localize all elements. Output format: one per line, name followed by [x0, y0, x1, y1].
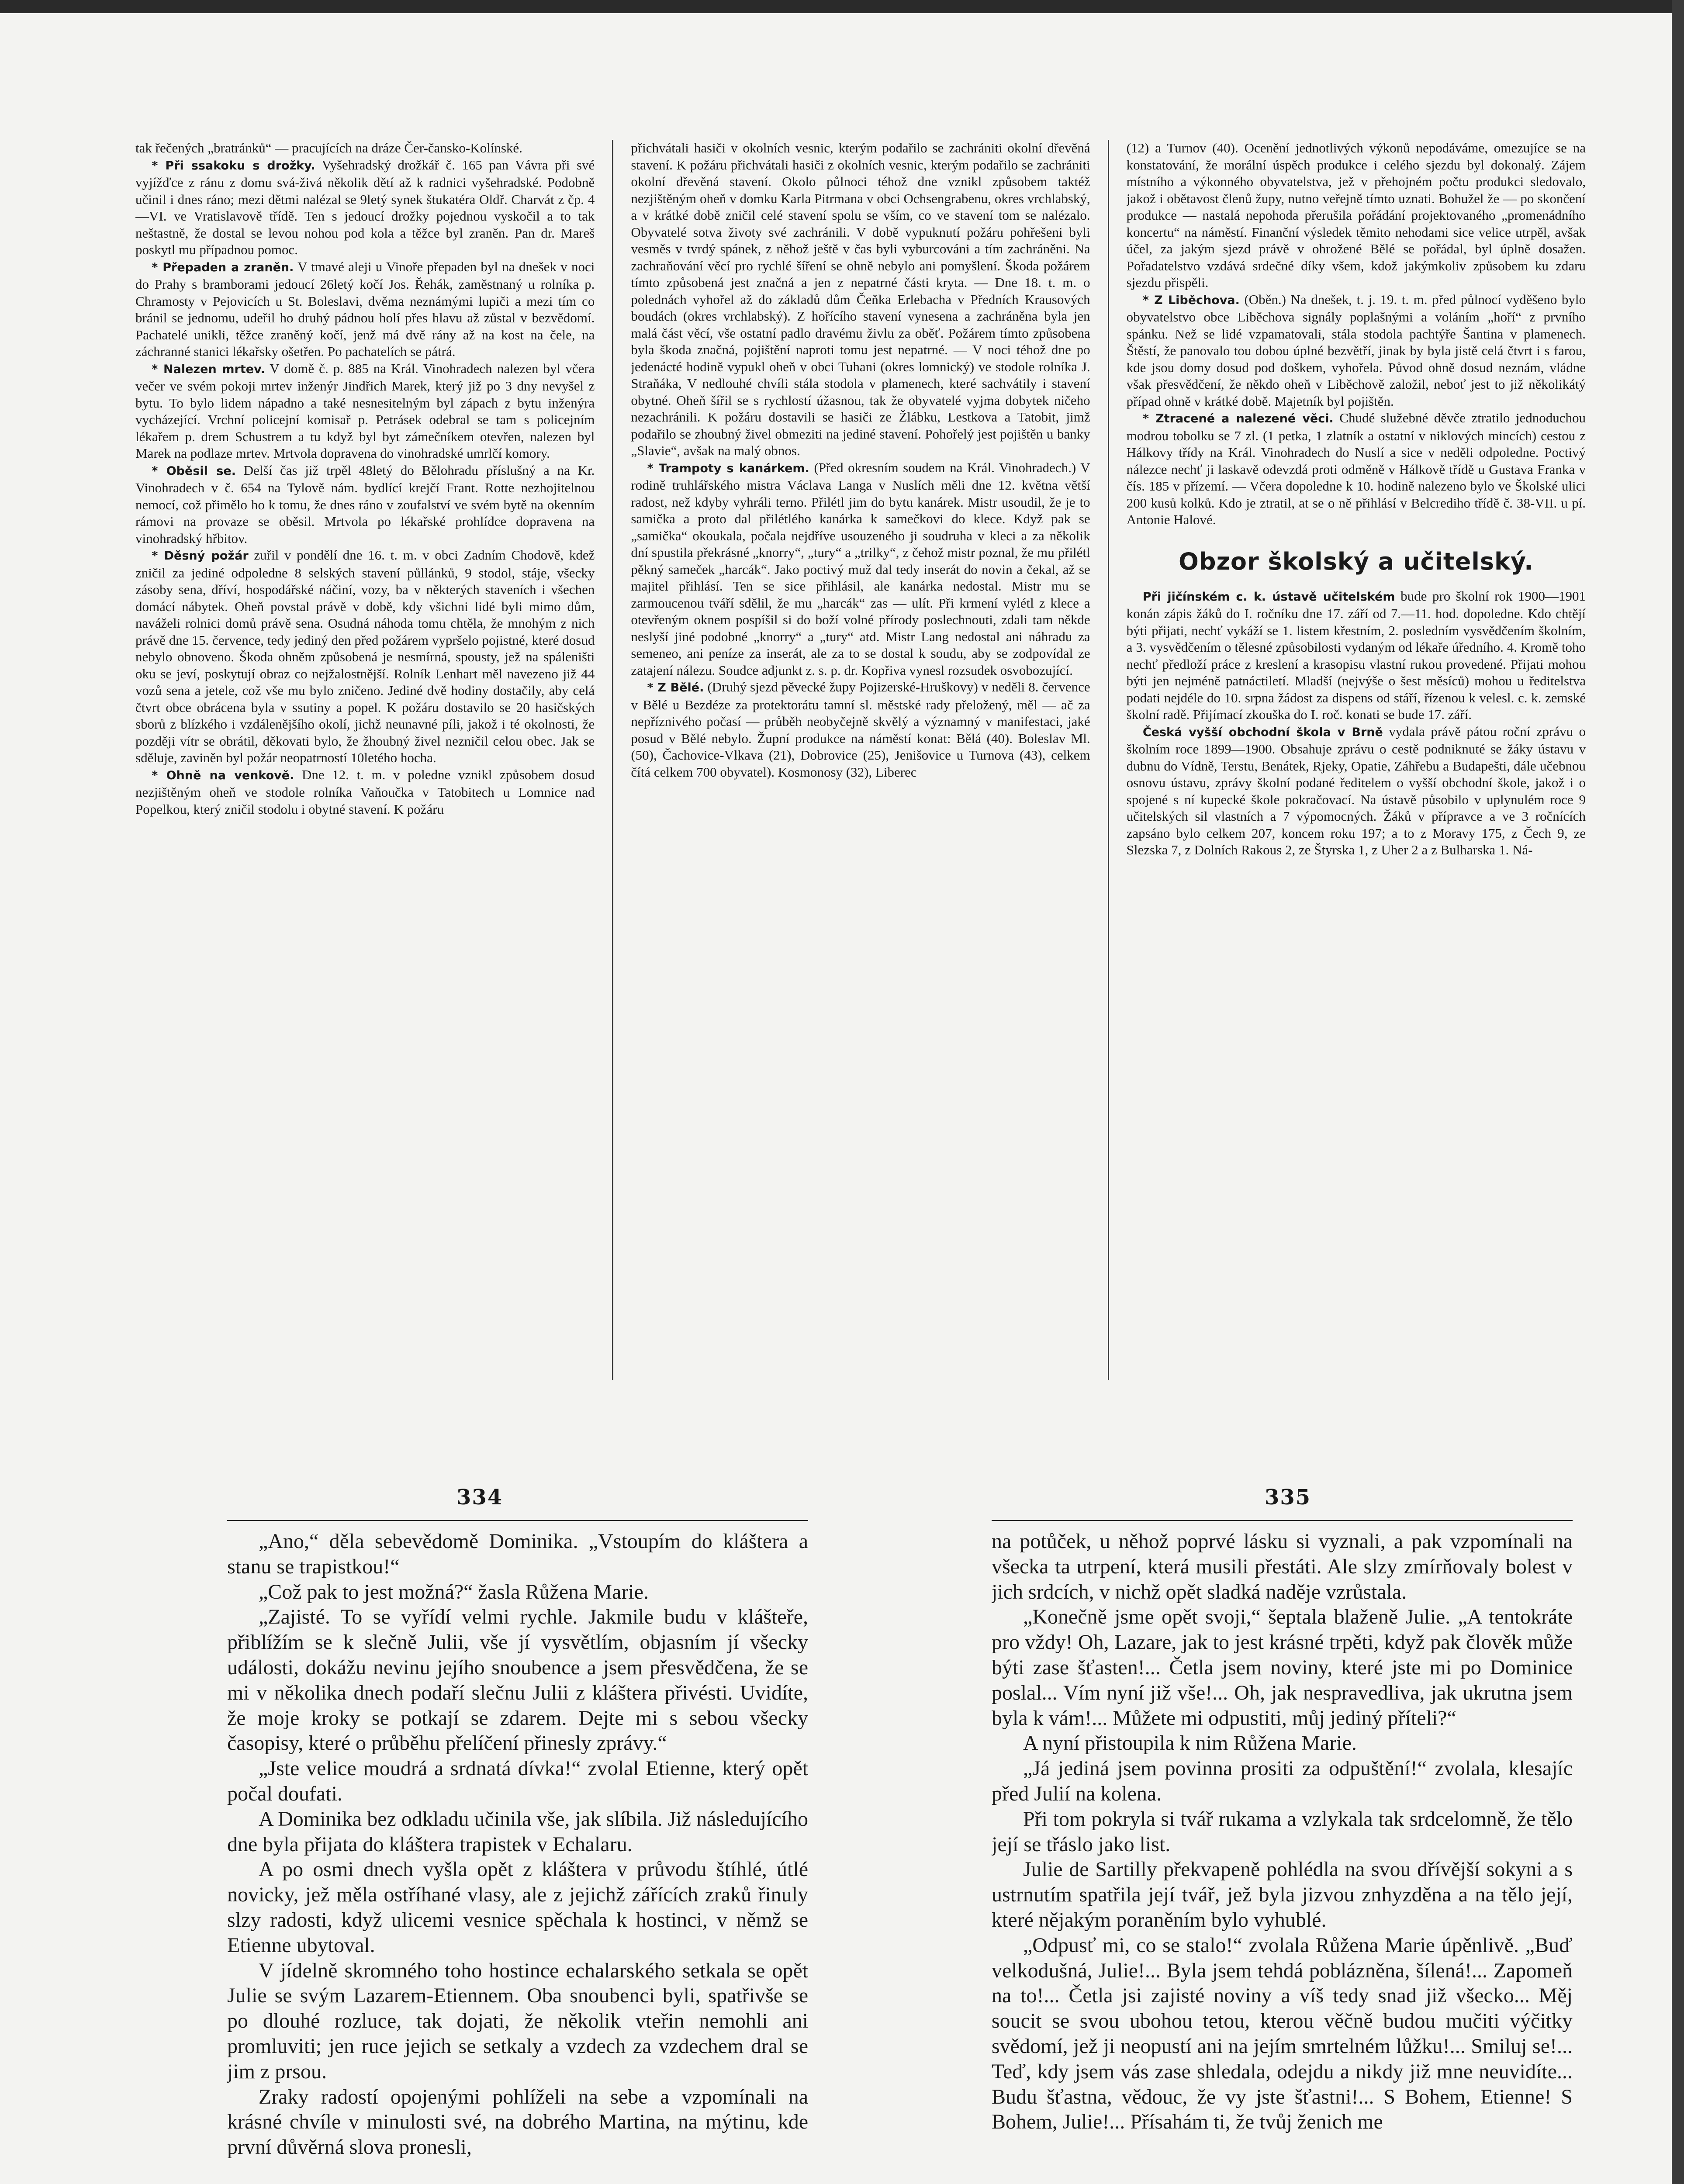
paragraph-text: „Já jediná jsem povinna prositi za odpuštění!“ zvolala, klesajíc před Julií na kolena.: [992, 1757, 1573, 1805]
paragraph-heading: * Z Bělé.: [647, 681, 704, 695]
paragraph-text: Při tom pokryla si tvář rukama a vzlykala tak srdcelomně, že tělo její se třáslo jako list.: [992, 1807, 1573, 1856]
news-column-3-bottom: [1127, 588, 1586, 859]
paragraph-heading: * Ztracené a nalezené věci.: [1142, 412, 1334, 425]
paragraph: [992, 1529, 1573, 1604]
paragraph-heading: * Přepaden a zraněn.: [152, 260, 294, 274]
paragraph-text: A Dominika bez odkladu učinila vše, jak slíbila. Již následujícího dne byla přijata do kláštera trapistek v Echalaru.: [227, 1807, 808, 1856]
column-rule: [1108, 140, 1109, 1380]
paragraph-text: přichvátali hasiči v okolních vesnic, kterým podařilo se zachrániti okolní dřevěná stavení. K požáru přichvátali hasiči z okolních vesnic, kterým podařilo se zachrániti okolní dřevěná stavení. Okolo půlnoci téhož dne vznikl způsobem taktéž nezjištěným oheň v domku Karla Pitrmana v obci Ochsengrabenu, okres vrchlabský, a v krátké době zničil celé stavení spolu se vším, co ve stavení tom se nalézalo. Obyvatelé sotva životy své zachránili. V době vypuknutí požáru pohřešeni byli vesměs v tvrdý spánek, z něhož ještě v čas byli vyburcováni a tím zachráněni. Na zachraňování věcí pro rychlé šíření se ohně nebylo ani pomyšlení. Škoda požárem tímto způsobená jest značná a jen z nepatrné části kryta. — Dne 18. t. m. o polednách vyhořel až do základů dům Čeňka Erlebacha v Předních Krausových boudách (okres vrchlabský). Z hořícího stavení vynesena a zachráněna byla jen malá část věcí, vše ostatní padlo dravému živlu za oběť. Požárem tímto způsobena byla škoda značná, pojištění naproti tomu jest nepatrné. — V noci téhož dne po jedenácté hodině vypukl oheň v obci Tuhani (okres lomnický) ve stodole rolníka J. Straňáka, V nedlouhé chvíli stála stodola v plamenech, které sachvátily i stavení obytné. Oheň šířil se s rychlostí úžasnou, tak že obyvatelé vyjma dobytek ničeho nezachránili. K požáru dostavili se hasiči ze Žlábku, Lestkova a Tatobit, jimž podařilo se zhoubný živel obmeziti na jediné stavení. Pohořelý jest pojištěn u banky „Slavie“, avšak na malý obnos.: [631, 140, 1090, 458]
paragraph-text: Delší čas již trpěl 48letý do Bělohradu příslušný a na Kr. Vinohradech v č. 654 na Tylově nám. bydlící krejčí Frant. Rotte nezhojitelnou nemocí, což přimělo ho k tomu, že dnes ráno v zoufalství ve svém bytě na okenním rámovi na provaze se oběsil. Mrtvola po lékařské prohlídce dopravena na vinohradský hřbitov.: [135, 462, 595, 546]
paragraph-text: tak řečených „bratránků“ — pracujících na dráze Čer-čansko-Kolínské.: [135, 140, 522, 156]
scan-edge-top: [0, 0, 1684, 13]
paragraph: [992, 1756, 1573, 1807]
paragraph-text: Chudé služebné děvče ztratilo jednoduchou modrou tobolku se 7 zl. (1 petka, 1 zlatník a ostatní v niklových mincích) cestou z Hálkovy třídy na Král. Vinohradech do Nuslí a sice v neděli odpoledne. Poctivý nálezce nechť ji laskavě odevzdá proti odměně v Hálkově třídě u Gustava Franka v čís. 185 v přízemí. — Včera dopoledne k 10. hodině nalezeno bylo ve Školské ulici 200 kusů kolků. Kdo je ztratil, at se o ně přihlásí v Belcrediho třídě č. 38-VII. u pí. Antonie Halové.: [1126, 410, 1586, 527]
paragraph-text: V tmavé aleji u Vinoře přepaden byl na dnešek v noci do Prahy s bramborami jedoucí 26letý kočí Jos. Řehák, zaměstnaný u rolníka p. Chramosty v Pejovicích u St. Boleslavi, dvěma neznámými lupiči a mezi tím co bránil se jednomu, udeřil ho druhý pádnou holí přes hlavu až zůstal v bezvědomí. Pachatelé unikli, těžce zraněný kočí, jenž má dvě rány až na kost na čele, na záchranné stanici lékařsky ošetřen. Po pachatelích se pátrá.: [135, 259, 595, 359]
paragraph: [992, 1857, 1573, 1932]
paragraph-text: zuřil v pondělí dne 16. t. m. v obci Zadním Chodově, kdež zničil za jediné odpoledne 8 selských stavení půllánků, 9 stodol, stáje, všecky zásoby sena, dříví, hospodářské náčiní, vozy, ba v některých staveních i všechen domácí nábytek. Oheň povstal právě v době, kdy všichni lidé byli mimo dům, naváželi rolnici domů právě sena. Osudná náhoda tomu chtěla, že mnohým z nich právě dne 15. července, tedy jediný den před požárem vypršelo pojistné, které dosud nebylo obnoveno. Škoda ohněm způsobená je nesmírná, spousty, jež na spáleništi oku se jeví, poskytují obraz co nejžalostnější. Rolník Lenhart měl navezeno již 44 vozů sena a jetele, což vše mu bylo zničeno. Jediné dvě hodiny dostačily, aby celá čtvrt obce obrácena byla v ssutiny a popel. K požáru dostavilo se 20 hasičských sborů z blízkého i vzdálenějšího okolí, jichž neunavné píli, jakož i té okolnosti, že později vítr se obrátil, děkovati bylo, že žhoubný živel nezničil celou obec. Jak se sděluje, zaviněn byl požár neopatrností 10letého hocha.: [135, 547, 595, 765]
paragraph-heading: * Trampoty s kanárkem.: [647, 461, 809, 475]
book-page-left: [227, 1529, 808, 2184]
paragraph: [1127, 588, 1586, 723]
paragraph-text: (Druhý sjezd pěvecké župy Pojizerské-Hruškovy) v neděli 8. července v Bělé u Bezdéze za protektorátu tamní sl. městské rady přeložený, měl — ač za nepříznivého počasí — průběh neobyčejně skvělý a významný v manifestaci, jaké posud v Bělé nebylo. Župní produkce na náměstí konat: Bělá (40). Boleslav Ml. (50), Čachovice-Vlkava (21), Dobrovice (25), Jenišovice u Turnova (43), celkem čítá celkem 700 obyvatel). Kosmonosy (32), Liberec: [631, 679, 1090, 780]
page-rule-left: [227, 1520, 808, 1521]
paragraph: [135, 140, 595, 157]
paragraph-text: (Před okresním soudem na Král. Vinohradech.) V rodině truhlářského mistra Václava Langa v Nuslích měli dne 12. května větší radost, než kdyby vyhráli terno. Přilétl jim do bytu kanárek. Mistr usoudil, že je to samička a proto dal přilétlého kanárka k samečkovi do klece. Když pak se „samička“ okoukala, počala nejdříve usouzeného ji soudruha v kleci a za několik dní spustila překrásné „knorry“, „tury“ a „trilky“, z čehož mistr poznal, že mu přilétl pěkný sameček „harcák“. Jako poctivý muž dal tedy inserát do novin a čekal, až se majitel přihlásí. Ten se sice přihlásil, ale kanárka nedostal. Mistr mu se zarmoucenou tváří sdělil, že mu „harcák“ zas — ulít. Při krmení vylétl z klece a otevřeným oknem pospíšil si do boží volné přírody poslechnouti, zdali tam někde neslyší jiné podobné „knorry“ a „tury“ atd. Mistr Lang nedostal ani náhradu za semeneo, ani peníze za inserát, ale za to se dostal k soudu, aby se zodpovídal ze zatajení nálezu. Soudce adjunkt z. s. p. dr. Kopřiva vynesl rozsudek osvobozující.: [631, 460, 1090, 678]
paragraph: [1127, 291, 1586, 410]
paragraph-heading: * Z Liběchova.: [1142, 293, 1240, 307]
paragraph-text: Julie de Sartilly překvapeně pohlédla na svou dřívější sokyni a s ustrnutím spatřila její tvář, jež byla jizvou znhyzděna a na tělo její, které nějakým poraněním bylo vyhublé.: [992, 1858, 1573, 1932]
paragraph: [135, 157, 595, 259]
paragraph: [992, 1933, 1573, 2135]
paragraph: [227, 1604, 808, 1756]
paragraph-text: „Odpusť mi, co se stalo!“ zvolala Růžena Marie úpěnlivě. „Buď velkodušná, Julie!... Byla jsem tehdá poblázněna, šílená!... Zapomeň na to!... Četla jsi zajisté noviny a víš tedy snad již všecko... Měj soucit se svou ubohou tetou, kterou věčně budou mučiti výčitky svědomí, jež ji neopustí ani na jejím smrtelném lůžku!... Smiluj se!... Teď, kdy jsem vás zase shledala, odejdu a nikdy již mne neuvidíte... Budu šťastna, vědouc, že vy jste šťastni!... S Bohem, Etienne! S Bohem, Julie!... Přísahám ti, že tvůj ženich me: [992, 1933, 1573, 2134]
paragraph-text: (Oběn.) Na dnešek, t. j. 19. t. m. před půlnocí vyděšeno bylo obyvatelstvo obce Liběchova signály poplašnými a voláním „hoří“ z prvního spánku. Než se lidé vzpamatovali, stála stodola pachtýře Šantina v plamenech. Štěstí, že panovalo tou dobou úplné bezvětří, jinak by byla jistě celá čtvrt i s farou, kde jsou domy dosud pod doškem, vyhořela. Původ ohně dosud neznám, vládne však přesvědčení, že někdo oheň v Liběchově založil, neboť jest to již několikátý případ ohně v krátké době. Majetník byl pojištěn.: [1126, 291, 1586, 409]
paragraph: [227, 1807, 808, 1857]
paragraph-text: bude pro školní rok 1900—1901 konán zápis žáků do I. ročníku dne 17. září od 7.—11. hod. dopoledne. Kdo chtějí býti přijati, nechť vykáží se 1. listem křestním, 2. posledním vysvědčením školním, a 3. vysvědčením o tělesné způsobilosti vydaným od lékaře úředního. 4. Kromě toho nechť předloží práce z kreslení a krasopisu vlastní rukou provedené. Přijati mohou býti jen nejméně patnáctiletí. Mladší (nejvýše o šest měsíců) mohou u ředitelstva podati nejdéle do 10. srpna žádost za dispens od stáří, řízenou k velesl. c. k. zemské školní radě. Přijímací zkouška do I. roč. konati se bude 17. září.: [1126, 588, 1586, 722]
paragraph-text: vydala právě pátou roční zprávu o školním roce 1899—1900. Obsahuje zprávu o cestě podniknuté se žáky ústavu v dubnu do Vídně, Terstu, Benátek, Rjeky, Opatie, Záhřebu a Budapešti, dále učebnou osnovu ústavu, zprávy školní podané ředitelem o vyšší obchodní škole, jakož i o spojené s ní kupecké škole pokračovací. Na ústavě působilo v uplynulém roce 9 učitelských sil vlastních a 7 výpomocných. Žáků v přípravce a ve 3 ročnících zapsáno bylo celkem 207, koncem roku 197; a to z Moravy 175, z Čech 9, ze Slezska 7, z Dolních Rakous 2, ze Štyrska 1, z Uher 2 a z Bulharska 1. Ná-: [1126, 723, 1586, 857]
book-page-right: [992, 1529, 1573, 2184]
paragraph-heading: Česká vyšší obchodní škola v Brně: [1142, 725, 1383, 739]
paragraph: [227, 1958, 808, 2084]
section-heading: Obzor školský a učitelský.: [1178, 547, 1534, 575]
news-column-1: [135, 140, 595, 1380]
paragraph-heading: * Nalezen mrtev.: [152, 362, 265, 376]
paragraph: [135, 462, 595, 547]
paragraph: [227, 1756, 808, 1807]
paragraph-text: „Ano,“ děla sebevědomě Dominika. „Vstoupím do kláštera a stanu se trapistkou!“: [227, 1530, 808, 1578]
paragraph-text: Zraky radostí opojenými pohlíželi na sebe a vzpomínali na krásné chvíle v minulosti své, na dobrého Martina, na mýtinu, kde první důvěrná slova pronesli,: [227, 2085, 808, 2159]
paragraph: [227, 2084, 808, 2160]
paragraph: [135, 767, 595, 818]
page-number-right: 335: [1265, 1485, 1311, 1510]
paragraph-text: V domě č. p. 885 na Král. Vinohradech nalezen byl včera večer ve svém pokoji mrtev inženýr Jindřich Marek, který již po 3 dny nevyšel z bytu. To bylo lidem nápadno a také nesnesitelným byl zápach z bytu inženýra vycházející. Vrchní policejní komisař p. Petrásek odebral se tam s policejním lékařem p. drem Schustrem a tu když byl byt zámečníkem otevřen, nalezen byl Marek na podlaze mrtev. Mrtvola dopravena do vinohradské umrlčí komory.: [135, 360, 595, 461]
paragraph: [992, 1604, 1573, 1731]
paragraph-text: „Zajisté. To se vyřídí velmi rychle. Jakmile budu v klášteře, přiblížím se k slečně Julii, vše jí vysvětlím, objasním jí všecky události, dokážu nevinu jejího snoubence a jsem přesvědčena, že se mi v několika dnech podaří slečnu Julii z kláštera přivésti. Uvidíte, že moje kroky se potkají se zdarem. Dejte mi s sebou všecky časopisy, které o průběhu přelíčení přinesly zprávy.“: [227, 1605, 808, 1755]
paragraph: [135, 547, 595, 767]
paragraph: [135, 360, 595, 462]
paragraph: [631, 679, 1090, 781]
paragraph: [135, 259, 595, 360]
paragraph-heading: * Oběsil se.: [152, 464, 236, 478]
news-column-2: [631, 140, 1090, 1380]
paragraph-heading: * Při ssakoku s drožky.: [152, 159, 315, 173]
paragraph-heading: * Ohně na venkově.: [152, 768, 294, 782]
paragraph-text: Dne 12. t. m. v poledne vznikl způsobem dosud nezjištěným oheň ve stodole rolníka Vaňoučka v Tatobitech u Lomnice nad Popelkou, který zničil stodolu i obytné stavení. K požáru: [135, 767, 595, 817]
news-column-3: [1127, 140, 1586, 1380]
paragraph-text: (12) a Turnov (40). Ocenění jednotlivých výkonů nepodáváme, omezujíce se na konstatování, že morální úspěch produkce i celého sjezdu byl dokonalý. Zájem místního a výkonného obyvatelstva, jež v přehojném počtu produkci sledovalo, jakož i obětavost členů župy, nutno veřejně tímto uznati. Bohužel že — po skončení produkce — nastalá nepohoda přerušila pořádání projektovaného „promenádního koncertu“ na náměstí. Finanční výsledek těmito nehodami sice velice utrpěl, avšak účel, za jakým sjezd právě v ohrožené Bělé se pořádal, byl úplně dosažen. Pořadatelstvo vzdává srdečné díky všem, kdož jakýmkoliv způsobem ku zdaru sjezdu přispěli.: [1126, 140, 1586, 290]
paragraph-text: A po osmi dnech vyšla opět z kláštera v průvodu štíhlé, útlé novicky, jež měla ostříhané vlasy, ale z jejichž zářících zraků řinuly slzy radosti, když ulicemi vesnice spěchala k hostinci, v němž se Etienne ubytoval.: [227, 1858, 808, 1957]
paragraph-heading: * Děsný požár: [152, 549, 249, 563]
paragraph: [1127, 410, 1586, 529]
paragraph-text: „Jste velice moudrá a srdnatá dívka!“ zvolal Etienne, který opět počal doufati.: [227, 1757, 808, 1805]
paragraph: [227, 1529, 808, 1579]
scan-edge-right: [1672, 0, 1684, 2184]
paragraph: [227, 1579, 808, 1605]
paragraph-text: „Což pak to jest možná?“ žasla Růžena Marie.: [259, 1580, 649, 1603]
paragraph: [227, 1857, 808, 1958]
paragraph-text: V jídelně skromného toho hostince echalarského setkala se opět Julie se svým Lazarem-Etiennem. Oba snoubenci byli, spatřivše se po dlouhé rozluce, tak dojati, že několik vteřin nemohli ani promluviti; jen ruce jejich se setkaly a vzdech za vzdechem dral se jim z prsou.: [227, 1959, 808, 2083]
paragraph: [1127, 723, 1586, 859]
paragraph: [992, 1731, 1573, 1756]
paragraph-text: Vyšehradský drožkář č. 165 pan Vávra při své vyjížďce z ránu z domu svá-živá několik dětí až k radnici vyšehradské. Podobně učinil i dnes ráno; mezi dětmi nalézal se 9letý synek štukatéra Oldř. Charvát z čp. 4—VI. ve Vratislavově třídě. Ten s jedoucí drožky pojednou vyskočil a to tak neštastně, že dostal se levou nohou pod kola a těžce byl zraněn. Pan dr. Mareš poskytl mu případnou pomoc.: [135, 157, 595, 257]
paragraph-text: na potůček, u něhož poprvé lásku si vyznali, a pak vzpomínali na všecka ta utrpení, která musili přestáti. Ale slzy zmírňovaly bolest v jich srdcích, v nichž opět sladká naděje vzrůstala.: [992, 1530, 1573, 1603]
paragraph: [1127, 140, 1586, 291]
page-number-left: 334: [456, 1485, 503, 1510]
paragraph: [631, 140, 1090, 460]
paragraph-heading: Při jičínském c. k. ústavě učitelském: [1142, 590, 1395, 604]
news-column-3-top: [1127, 140, 1586, 529]
paragraph: [992, 1807, 1573, 1857]
paragraph-text: „Konečně jsme opět svoji,“ šeptala blaženě Julie. „A tentokráte pro vždy! Oh, Lazare, jak to jest krásné trpěti, když pak člověk může býti zase šťasten!... Četla jsem noviny, které jste mi po Dominice poslal... Vím nyní již vše!... Oh, jak nespravedliva, jak ukrutna jsem byla k vám!... Můžete mi odpustiti, můj jediný příteli?“: [992, 1605, 1573, 1730]
paragraph-text: A nyní přistoupila k nim Růžena Marie.: [1023, 1731, 1357, 1755]
column-rule: [612, 140, 613, 1380]
paragraph: [631, 460, 1090, 679]
page-rule-right: [992, 1520, 1573, 1521]
newspaper-clipping: [135, 140, 1586, 1380]
